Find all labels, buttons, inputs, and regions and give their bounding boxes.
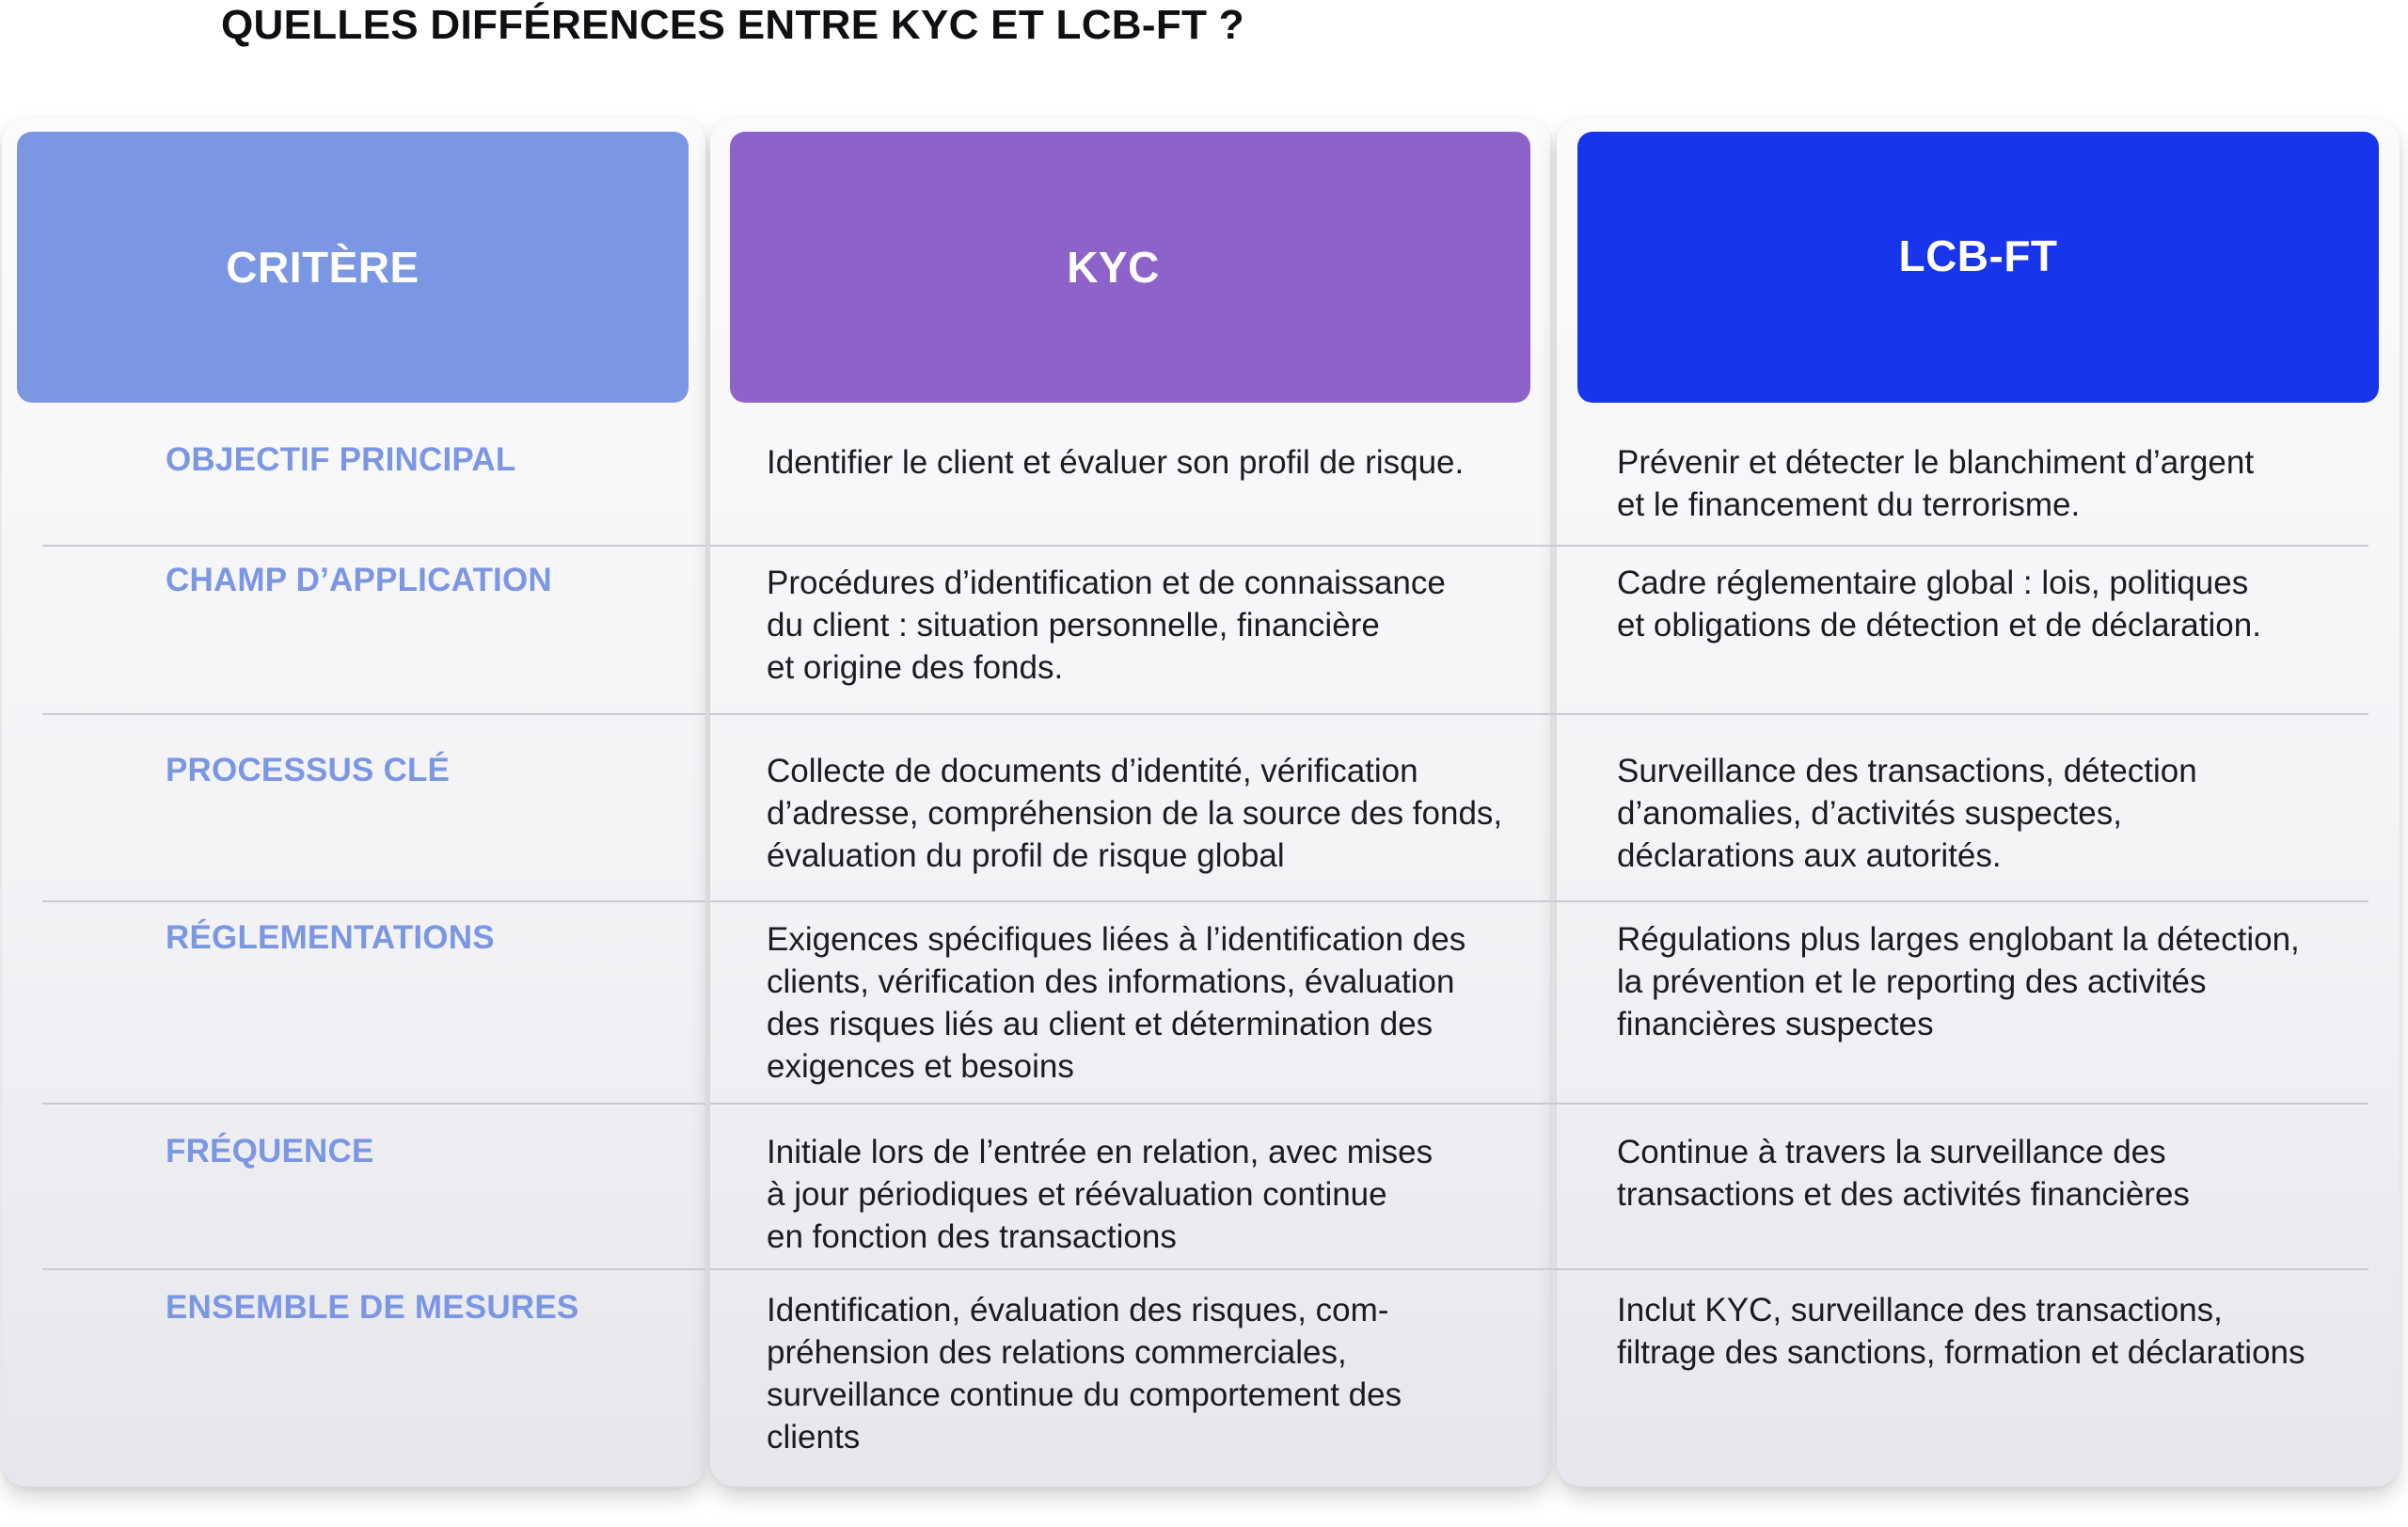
lcbft-header [1577,132,2379,403]
lcbft-text-line: d’anomalies, d’activités suspectes, [1617,795,2122,832]
lcbft-text-line: et obligations de détection et de déclaration. [1617,607,2261,644]
row-reglementations-criterion: RÉGLEMENTATIONS [166,919,495,956]
row-divider [42,900,705,902]
row-divider [42,1103,705,1105]
kyc-text-line: Identification, évaluation des risques, com- [767,1292,1389,1328]
row-frequence-lcbft [1617,1131,2402,1216]
row-mesures-criterion: ENSEMBLE DE MESURES [166,1289,579,1326]
kyc-text-line: exigences et besoins [767,1048,1074,1085]
lcbft-text-line: Cadre réglementaire global : lois, politiques [1617,565,2249,601]
kyc-header [730,132,1530,403]
row-divider [710,713,2368,715]
lcbft-header-label: LCB-FT [1898,231,2058,280]
lcbft-text-line: Continue à travers la surveillance des [1617,1134,2166,1170]
kyc-text-line: et origine des fonds. [767,649,1064,686]
row-processus-criterion: PROCESSUS CLÉ [166,752,451,788]
row-objectif-lcbft [1617,441,2402,526]
lcbft-text-line: Régulations plus larges englobant la détection, [1617,921,2300,958]
kyc-text-line: Collecte de documents d’identité, vérification [767,753,1418,789]
lcbft-text-line: filtrage des sanctions, formation et déclarations [1617,1334,2305,1371]
kyc-text-line: à jour périodiques et réévaluation continue [767,1176,1387,1213]
lcbft-text-line: Surveillance des transactions, détection [1617,753,2197,789]
row-objectif-kyc [767,441,1538,484]
row-mesures-kyc [767,1289,1538,1458]
lcbft-text-line: transactions et des activités financières [1617,1176,2190,1213]
kyc-text-line: clients [767,1419,861,1455]
row-divider [42,545,705,547]
kyc-text-line: évaluation du profil de risque global [767,837,1285,874]
row-processus-kyc [767,750,1538,877]
row-processus-lcbft [1617,750,2402,877]
page-title: QUELLES DIFFÉRENCES ENTRE KYC ET LCB-FT ? [221,2,1244,48]
kyc-text-line: Identifier le client et évaluer son profil de risque. [767,444,1465,481]
kyc-text-line: du client : situation personnelle, financière [767,607,1380,644]
kyc-text-line: clients, vérification des informations, évaluation [767,963,1455,1000]
critere-header [17,132,689,403]
row-divider [42,713,705,715]
row-divider [710,1268,2368,1270]
row-reglementations-lcbft [1617,918,2402,1045]
kyc-text-line: en fonction des transactions [767,1218,1177,1255]
kyc-text-line: des risques liés au client et détermination des [767,1006,1434,1042]
row-divider [710,545,2368,547]
kyc-text-line: Exigences spécifiques liées à l’identification des [767,921,1466,958]
kyc-text-line: préhension des relations commerciales, [767,1334,1347,1371]
kyc-text-line: surveillance continue du comportement des [767,1376,1402,1413]
row-divider [710,1103,2368,1105]
lcbft-text-line: Inclut KYC, surveillance des transactions, [1617,1292,2223,1328]
row-frequence-kyc [767,1131,1538,1258]
row-divider [42,1268,705,1270]
critere-header-label: CRITÈRE [226,243,420,292]
row-divider [710,900,2368,902]
kyc-text-line: d’adresse, compréhension de la source des fonds, [767,795,1503,832]
lcbft-text-line: déclarations aux autorités. [1617,837,2002,874]
row-objectif-criterion: OBJECTIF PRINCIPAL [166,441,516,478]
row-champ-criterion: CHAMP D’APPLICATION [166,562,552,598]
lcbft-text-line: Prévenir et détecter le blanchiment d’argent [1617,444,2255,481]
lcbft-text-line: la prévention et le reporting des activités [1617,963,2207,1000]
lcbft-text-line: et le financement du terrorisme. [1617,486,2081,523]
row-reglementations-kyc [767,918,1538,1088]
kyc-header-label: KYC [1067,243,1160,292]
row-mesures-lcbft [1617,1289,2402,1374]
row-champ-kyc [767,562,1538,689]
kyc-text-line: Procédures d’identification et de connaissance [767,565,1446,601]
lcbft-text-line: financières suspectes [1617,1006,1934,1042]
row-champ-lcbft [1617,562,2402,646]
kyc-text-line: Initiale lors de l’entrée en relation, avec mises [767,1134,1434,1170]
row-frequence-criterion: FRÉQUENCE [166,1133,374,1169]
